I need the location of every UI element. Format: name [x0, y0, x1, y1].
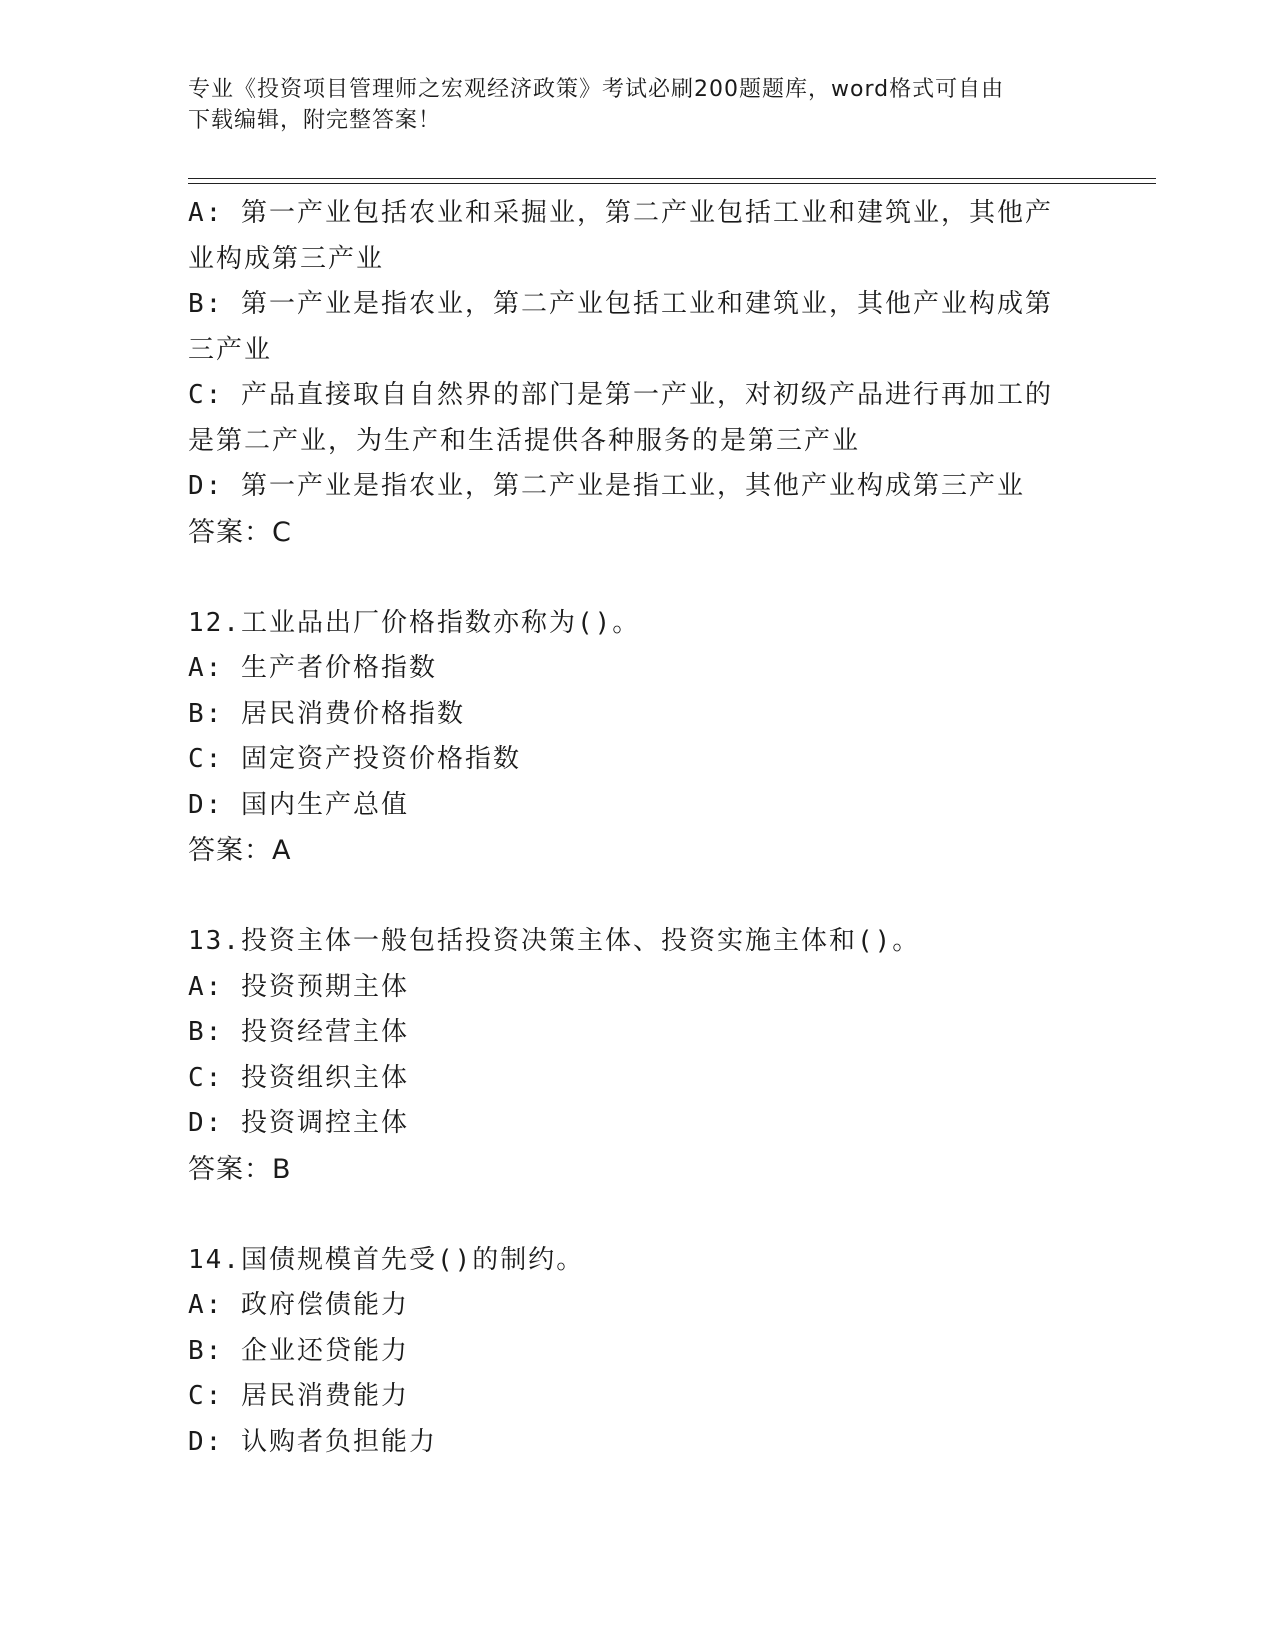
option-d: D: 第一产业是指农业，第二产业是指工业，其他产业构成第三产业: [188, 471, 1025, 501]
question-14: [188, 1238, 1088, 1466]
header-rule-top: [188, 178, 1156, 179]
answer: 答案：B: [188, 1153, 292, 1185]
spacer: [188, 555, 1088, 601]
header-rule-bottom: [188, 183, 1156, 184]
question-text: 13.投资主体一般包括投资决策主体、投资实施主体和()。: [188, 926, 921, 956]
answer: 答案：C: [188, 516, 292, 548]
header-line-1: 专业《投资项目管理师之宏观经济政策》考试必刷200题题库，word格式可自由: [188, 77, 1005, 102]
option-a-line-2: 业构成第三产业: [188, 243, 385, 274]
question-text: 14.国债规模首先受()的制约。: [188, 1244, 585, 1275]
option-a: A: 政府偿债能力: [188, 1290, 409, 1320]
option-c-line-2: 是第二产业，为生产和生活提供各种服务的是第三产业: [188, 425, 861, 456]
question-13: [188, 919, 1088, 1192]
option-a: A: 生产者价格指数: [188, 653, 437, 683]
option-b: B: 居民消费价格指数: [188, 698, 465, 729]
header-line-2: 下载编辑，附完整答案！: [188, 108, 442, 133]
question-11: [188, 191, 1088, 555]
option-d: D: 国内生产总值: [188, 789, 409, 820]
option-c: C: 投资组织主体: [188, 1062, 409, 1093]
question-list: [188, 191, 1088, 1465]
spacer: [188, 874, 1088, 920]
option-b: B: 企业还贷能力: [188, 1335, 409, 1366]
option-c-line-1: C: 产品直接取自自然界的部门是第一产业，对初级产品进行再加工的: [188, 380, 1053, 410]
option-a: A: 投资预期主体: [188, 971, 409, 1002]
option-c: C: 居民消费能力: [188, 1381, 409, 1411]
option-b-line-2: 三产业: [188, 334, 273, 365]
question-12: [188, 601, 1088, 874]
option-c: C: 固定资产投资价格指数: [188, 744, 521, 774]
option-a-line-1: A: 第一产业包括农业和采掘业，第二产业包括工业和建筑业，其他产: [188, 198, 1053, 228]
option-d: D: 认购者负担能力: [188, 1426, 437, 1457]
option-b: B: 投资经营主体: [188, 1017, 409, 1047]
question-text: 12.工业品出厂价格指数亦称为()。: [188, 607, 641, 638]
spacer: [188, 1192, 1088, 1238]
option-d: D: 投资调控主体: [188, 1108, 409, 1138]
option-b-line-1: B: 第一产业是指农业，第二产业包括工业和建筑业，其他产业构成第: [188, 289, 1053, 319]
answer: 答案：A: [188, 835, 292, 866]
document-header: [188, 74, 1068, 136]
